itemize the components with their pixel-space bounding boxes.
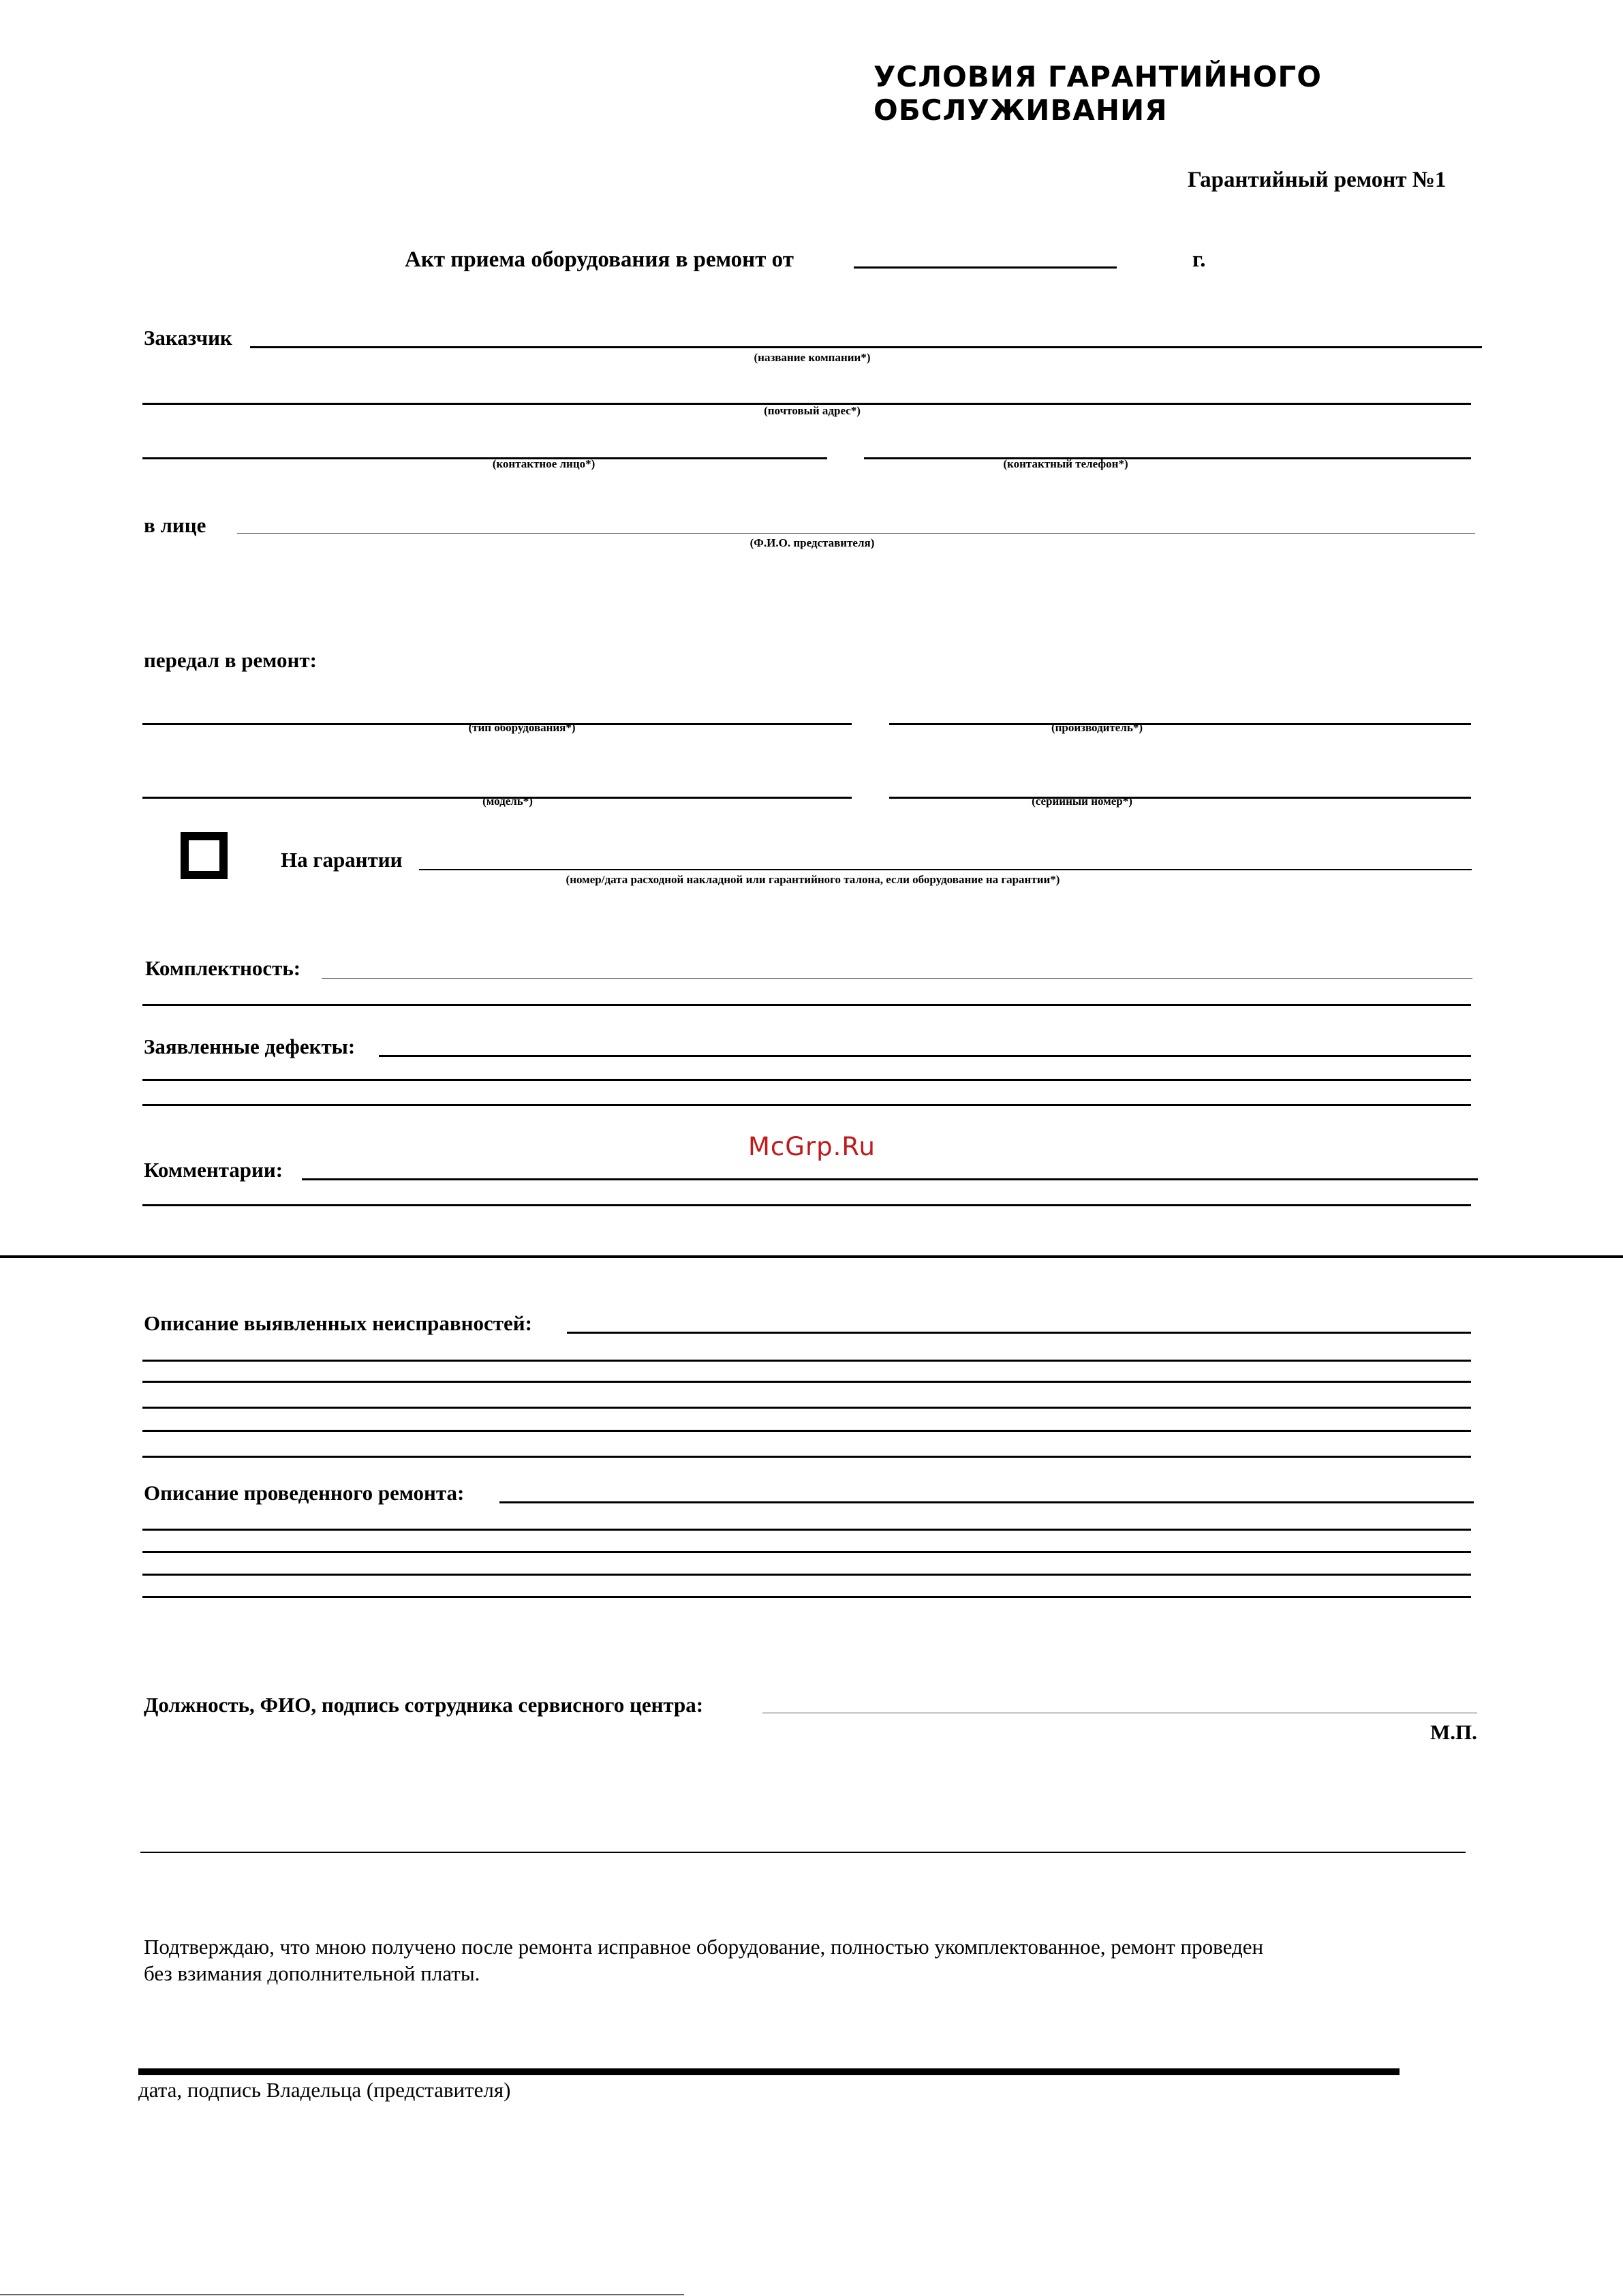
comments-field[interactable]	[302, 1178, 1478, 1180]
customer-label: Заказчик	[144, 326, 232, 350]
bottom-edge-line	[0, 2294, 684, 2295]
phone-field[interactable]	[864, 457, 1471, 459]
repair-label: Описание проведенного ремонта:	[144, 1481, 465, 1505]
warranty-field[interactable]	[419, 869, 1472, 870]
faults-line-4[interactable]	[142, 1407, 1471, 1409]
completeness-field[interactable]	[322, 978, 1472, 979]
company-field[interactable]	[250, 346, 1482, 348]
equipment-type-hint: (тип оборудования*)	[468, 721, 576, 734]
confirmation-line-1: Подтверждаю, что мною получено после ремонта исправное оборудование, полностью укомплектованное, ремонт проведен	[144, 1935, 1264, 1959]
faults-line-2[interactable]	[142, 1360, 1471, 1362]
warranty-hint: (номер/дата расходной накладной или гарантийного талона, если оборудование на гарантии*)	[566, 873, 1060, 886]
defects-label: Заявленные дефекты:	[144, 1035, 356, 1058]
defects-line-3[interactable]	[142, 1104, 1471, 1106]
faults-line-5[interactable]	[142, 1430, 1471, 1432]
representative-label: в лице	[144, 513, 206, 537]
page-title: УСЛОВИЯ ГАРАНТИЙНОГО ОБСЛУЖИВАНИЯ	[874, 60, 1322, 127]
handed-label: передал в ремонт:	[144, 648, 317, 672]
completeness-line-2[interactable]	[142, 1004, 1471, 1006]
address-hint: (почтовый адрес*)	[764, 404, 861, 417]
repair-field[interactable]	[499, 1501, 1474, 1503]
act-date-field[interactable]	[854, 266, 1117, 269]
stamp-label: М.П.	[1430, 1720, 1477, 1744]
owner-signature-field[interactable]	[138, 2068, 1400, 2075]
faults-label: Описание выявленных неисправностей:	[144, 1311, 532, 1335]
faults-line-6[interactable]	[142, 1456, 1471, 1458]
completeness-label: Комплектность:	[145, 956, 301, 980]
repair-number: Гарантийный ремонт №1	[1188, 168, 1447, 192]
serial-hint: (серийный номер*)	[1032, 795, 1132, 808]
warranty-checkbox[interactable]	[181, 832, 228, 879]
representative-field[interactable]	[237, 533, 1475, 534]
owner-signature-label: дата, подпись Владельца (представителя)	[138, 2078, 511, 2102]
company-hint: (название компании*)	[754, 351, 871, 364]
warranty-label: На гарантии	[281, 848, 403, 872]
faults-line-3[interactable]	[142, 1381, 1471, 1383]
repair-line-3[interactable]	[142, 1551, 1471, 1553]
serial-field[interactable]	[889, 797, 1471, 799]
confirmation-line-2: без взимания дополнительной платы.	[144, 1961, 480, 1985]
model-hint: (модель*)	[482, 795, 533, 808]
repair-line-4[interactable]	[142, 1574, 1471, 1576]
repair-line-2[interactable]	[142, 1529, 1471, 1531]
phone-hint: (контактный телефон*)	[1003, 457, 1128, 470]
comments-line-2[interactable]	[142, 1204, 1471, 1206]
manufacturer-hint: (производитель*)	[1051, 721, 1143, 734]
signature-line[interactable]	[140, 1852, 1466, 1853]
contact-hint: (контактное лицо*)	[492, 457, 596, 470]
defects-field[interactable]	[379, 1055, 1471, 1057]
act-year-suffix: г.	[1192, 247, 1206, 272]
defects-line-2[interactable]	[142, 1079, 1471, 1081]
act-title: Акт приема оборудования в ремонт от	[405, 247, 794, 272]
faults-field[interactable]	[567, 1332, 1471, 1334]
comments-label: Комментарии:	[144, 1158, 283, 1182]
section-divider	[0, 1255, 1623, 1258]
representative-hint: (Ф.И.О. представителя)	[749, 536, 875, 549]
contact-field[interactable]	[142, 457, 827, 459]
service-signature-label: Должность, ФИО, подпись сотрудника сервисного центра:	[144, 1693, 704, 1717]
manufacturer-field[interactable]	[889, 723, 1471, 725]
repair-line-5[interactable]	[142, 1596, 1471, 1598]
watermark: McGrp.Ru	[748, 1132, 876, 1161]
